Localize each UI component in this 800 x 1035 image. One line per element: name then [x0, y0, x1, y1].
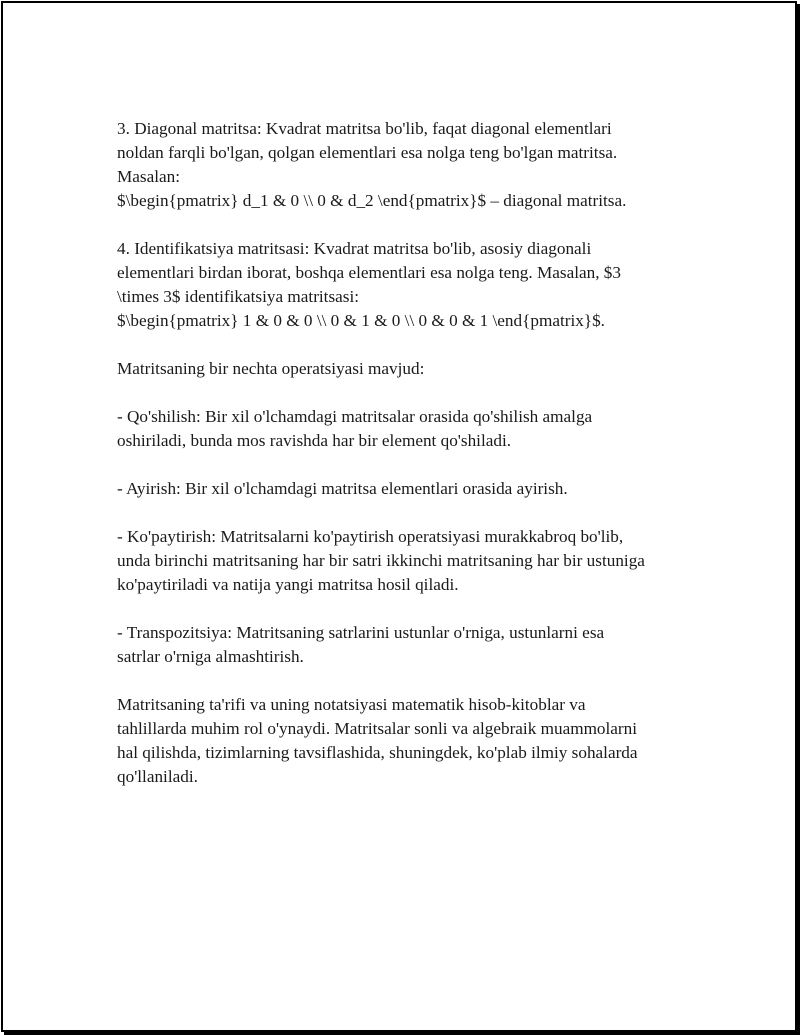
text-line: elementlari birdan iborat, boshqa elementlari esa nolga teng. Masalan, $3	[117, 263, 621, 282]
text-line: 3. Diagonal matritsa: Kvadrat matritsa bo'lib, faqat diagonal elementlari	[117, 119, 612, 138]
paragraph-diagonal-matrix	[117, 117, 717, 213]
paragraph-operations-intro	[117, 357, 717, 381]
paragraph-addition	[117, 405, 717, 453]
text-line: - Ayirish: Bir xil o'lchamdagi matritsa elementlari orasida ayirish.	[117, 479, 568, 498]
text-line: 4. Identifikatsiya matritsasi: Kvadrat matritsa bo'lib, asosiy diagonali	[117, 239, 592, 258]
text-line: oshiriladi, bunda mos ravishda har bir element qo'shiladi.	[117, 431, 512, 450]
text-line: Masalan:	[117, 167, 181, 186]
paragraph-identity-matrix	[117, 237, 717, 333]
text-line: - Transpozitsiya: Matritsaning satrlarini ustunlar o'rniga, ustunlarni esa	[117, 623, 605, 642]
text-line: Matritsaning ta'rifi va uning notatsiyasi matematik hisob-kitoblar va	[117, 695, 586, 714]
text-line: $\begin{pmatrix} d_1 & 0 \\ 0 & d_2 \end{pmatrix}$ – diagonal matritsa.	[117, 191, 627, 210]
text-line: \times 3$ identifikatsiya matritsasi:	[117, 287, 360, 306]
paragraph-subtraction	[117, 477, 717, 501]
text-line: - Qo'shilish: Bir xil o'lchamdagi matritsalar orasida qo'shilish amalga	[117, 407, 593, 426]
document-body	[117, 117, 717, 813]
text-line: noldan farqli bo'lgan, qolgan elementlari esa nolga teng bo'lgan matritsa.	[117, 143, 618, 162]
text-line: tahlillarda muhim rol o'ynaydi. Matritsalar sonli va algebraik muammolarni	[117, 719, 638, 738]
text-line: qo'llaniladi.	[117, 767, 198, 786]
text-line: ko'paytiriladi va natija yangi matritsa hosil qiladi.	[117, 575, 459, 594]
text-line: $\begin{pmatrix} 1 & 0 & 0 \\ 0 & 1 & 0 \\ 0 & 0 & 1 \end{pmatrix}$.	[117, 311, 605, 330]
text-line: hal qilishda, tizimlarning tavsiflashida, shuningdek, ko'plab ilmiy sohalarda	[117, 743, 638, 762]
text-line: unda birinchi matritsaning har bir satri ikkinchi matritsaning har bir ustuniga	[117, 551, 645, 570]
text-line: Matritsaning bir nechta operatsiyasi mavjud:	[117, 359, 425, 378]
paragraph-transposition	[117, 621, 717, 669]
paragraph-multiplication	[117, 525, 717, 597]
text-line: satrlar o'rniga almashtirish.	[117, 647, 304, 666]
paragraph-conclusion	[117, 693, 717, 789]
text-line: - Ko'paytirish: Matritsalarni ko'paytirish operatsiyasi murakkabroq bo'lib,	[117, 527, 624, 546]
